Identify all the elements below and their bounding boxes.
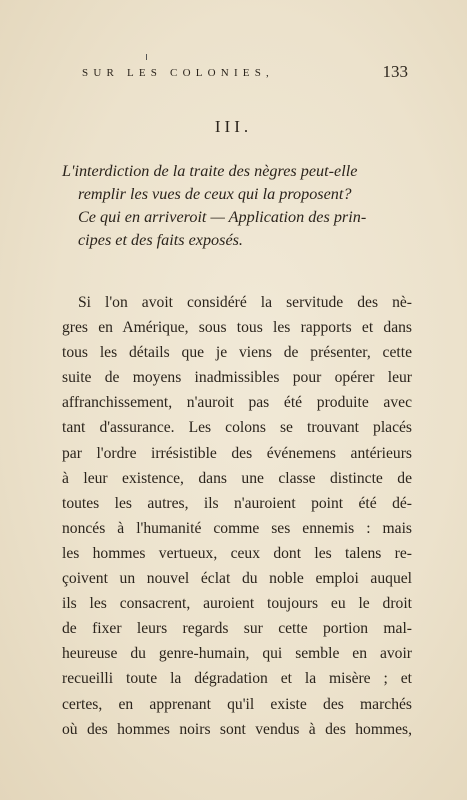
heading-line: Ce qui en arriveroit — Application des prin-: [78, 208, 367, 226]
body-line: de fixer leurs regards sur cette portion mal-: [62, 620, 412, 638]
section-heading: [62, 160, 412, 252]
body-line: Si l'on avoit considéré la servitude des nè-: [78, 294, 412, 311]
running-title: SUR LES COLONIES,: [82, 67, 274, 79]
body-line: suite de moyens inadmissibles pour opérer leur: [62, 369, 412, 387]
heading-line: cipes et des faits exposés.: [78, 231, 243, 249]
body-line: noncés à l'humanité comme ses ennemis : mais: [62, 519, 412, 537]
section-number: III.: [214, 117, 253, 136]
body-line: affranchissement, n'auroit pas été produite avec: [62, 394, 412, 412]
body-line: recueilli toute la dégradation et la misère ; et: [62, 670, 412, 688]
running-head: [82, 64, 408, 82]
body-line: par l'ordre irrésistible des événemens antérieurs: [62, 444, 412, 462]
page-number: 133: [382, 62, 408, 81]
body-line: les hommes vertueux, ceux dont les talens re-: [62, 544, 412, 562]
body-line: à leur existence, dans une classe distincte de: [62, 469, 412, 487]
body-line: tous les détails que je viens de présenter, cette: [62, 344, 412, 362]
body-line: heureuse du genre-humain, qui semble en avoir: [62, 645, 412, 663]
body-line: tant d'assurance. Les colons se trouvant placés: [62, 419, 412, 437]
body-line: où des hommes noirs sont vendus à des hommes,: [62, 720, 412, 738]
heading-line: remplir les vues de ceux qui la proposent?: [78, 185, 352, 203]
printer-mark: [146, 54, 147, 60]
heading-line: L'interdiction de la traite des nègres peut-elle: [62, 162, 358, 180]
body-line: çoivent un nouvel éclat du noble emploi auquel: [62, 570, 412, 588]
body-line: ils les consacrent, auroient toujours eu le droit: [62, 595, 412, 613]
body-line: certes, en apprenant qu'il existe des marchés: [62, 695, 412, 713]
body-line: gres en Amérique, sous tous les rapports et dans: [62, 319, 412, 337]
body-paragraph: [62, 290, 412, 742]
body-line: toutes les autres, ils n'auroient point été dé-: [62, 494, 412, 512]
